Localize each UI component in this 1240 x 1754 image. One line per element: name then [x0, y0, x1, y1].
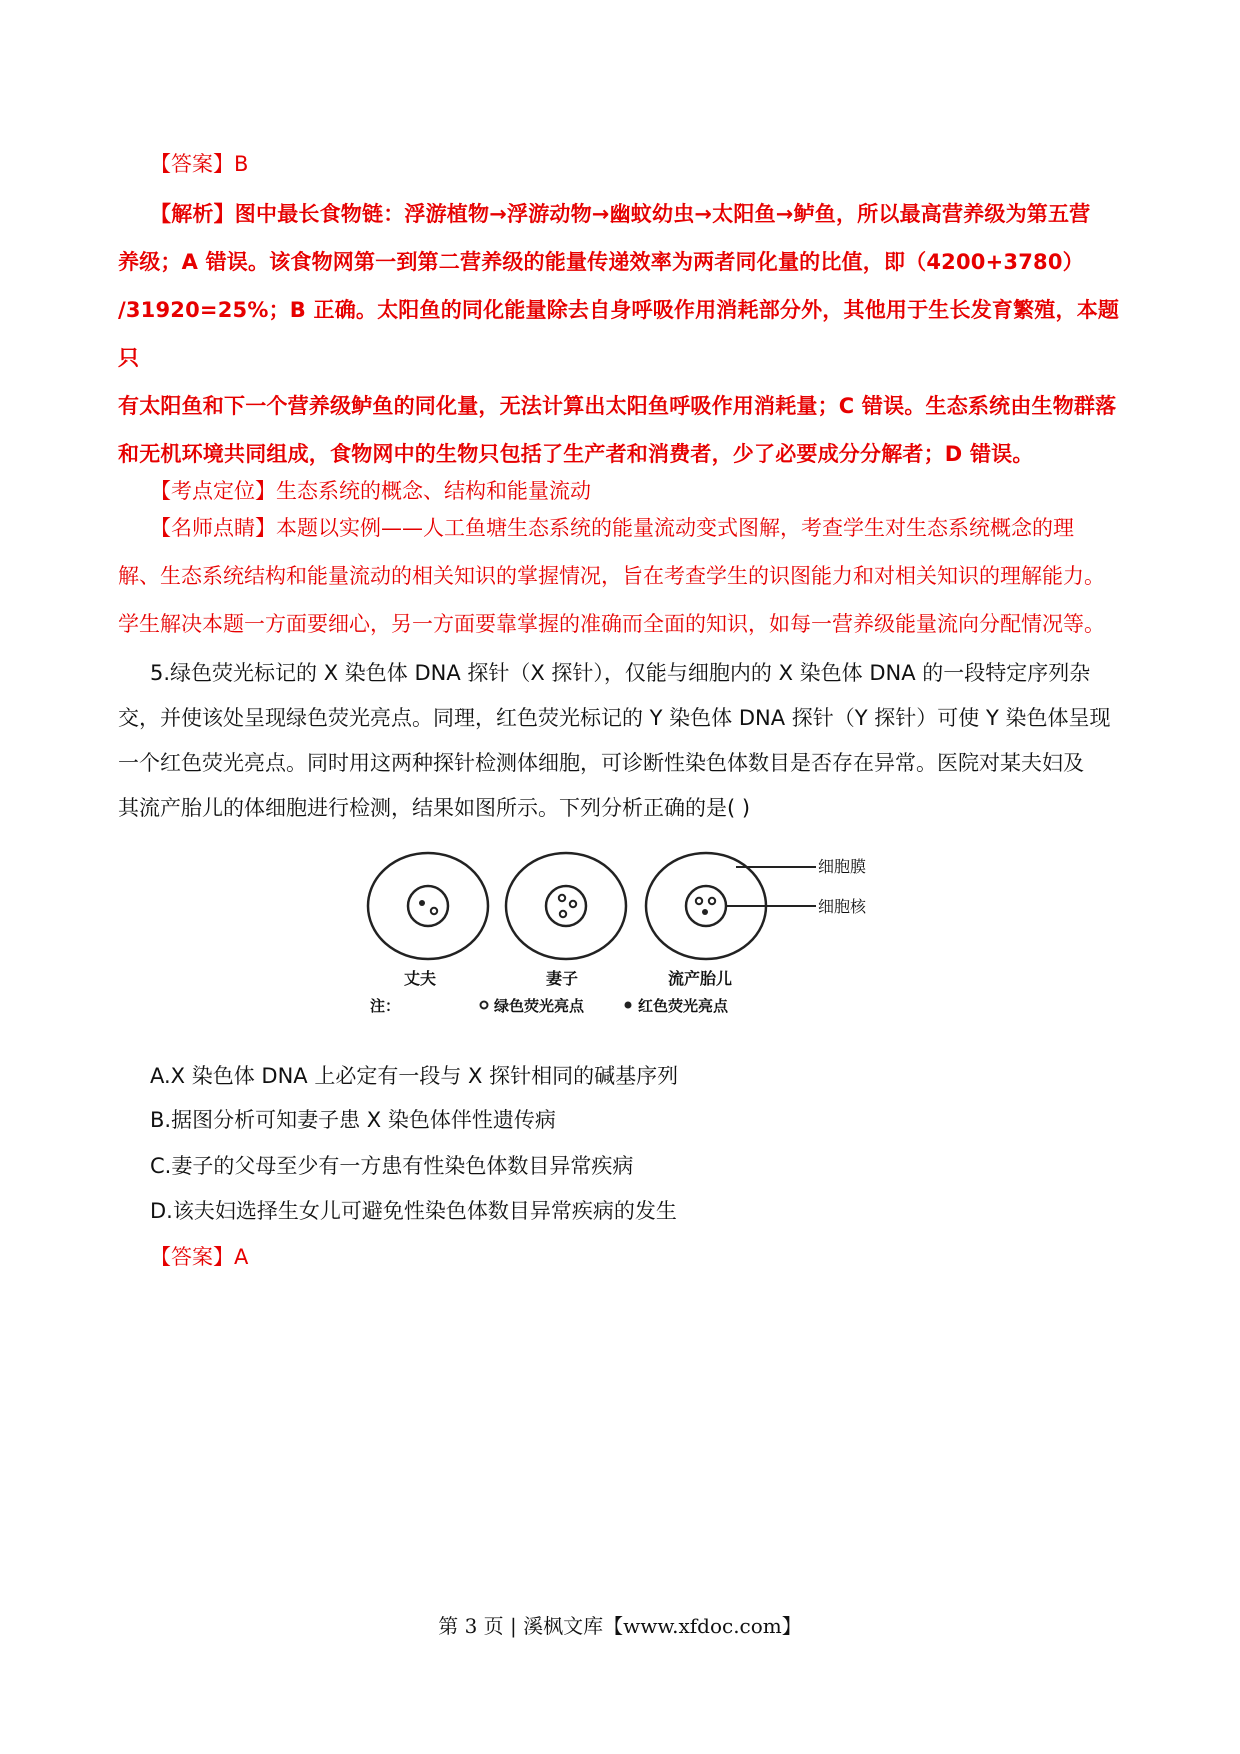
cell-membrane-husband — [368, 853, 488, 959]
note-prefix: 注： — [370, 997, 401, 1015]
label-fetus: 流产胎儿 — [668, 969, 733, 988]
question-line: 5.绿色荧光标记的 X 染色体 DNA 探针（X 探针），仅能与细胞内的 X 染色体 DNA 的一段特定序列杂 — [150, 661, 1091, 685]
question-line: 其流产胎儿的体细胞进行检测，结果如图所示。下列分析正确的是( ) — [118, 796, 751, 820]
option-d: D.该夫妇选择生女儿可避免性染色体数目异常疾病的发生 — [150, 1199, 677, 1223]
cell-figure — [366, 848, 946, 1023]
option-c: C.妻子的父母至少有一方患有性染色体数目异常疾病 — [150, 1154, 634, 1178]
mingshi-block — [118, 504, 1128, 648]
analysis-line: 有太阳鱼和下一个营养级鲈鱼的同化量，无法计算出太阳鱼呼吸作用消耗量；C 错误。生态系统由生物群落 — [118, 394, 1117, 418]
analysis-line: 【解析】图中最长食物链：浮游植物→浮游动物→幽蚊幼虫→太阳鱼→鲈鱼，所以最高营养级为第五营 — [150, 202, 1091, 226]
mingshi-line: 解、生态系统结构和能量流动的相关知识的掌握情况，旨在考查学生的识图能力和对相关知识的理解能力。 — [118, 564, 1105, 588]
analysis-line: 养级；A 错误。该食物网第一到第二营养级的能量传递效率为两者同化量的比值，即（4200+3780） — [118, 250, 1084, 274]
answer-prev-value: B — [234, 152, 249, 176]
green-dot — [709, 898, 715, 904]
legend-green-dot — [481, 1002, 488, 1009]
analysis-line: /31920=25%；B 正确。太阳鱼的同化能量除去自身呼吸作用消耗部分外，其他用于生长发育繁殖，本题只 — [118, 298, 1120, 370]
nucleus-husband — [408, 886, 448, 926]
green-dot — [560, 911, 566, 917]
nucleus-wife — [546, 886, 586, 926]
option-a: A.X 染色体 DNA 上必定有一段与 X 探针相同的碱基序列 — [150, 1064, 679, 1088]
label-nucleus: 细胞核 — [818, 897, 867, 916]
option-b: B.据图分析可知妻子患 X 染色体伴性遗传病 — [150, 1108, 556, 1132]
answer-prev-tag: 【答案】 — [150, 152, 234, 176]
nucleus-fetus — [686, 886, 726, 926]
label-husband: 丈夫 — [404, 969, 437, 988]
green-dot — [431, 908, 437, 914]
question-block — [118, 651, 1128, 831]
label-wife: 妻子 — [546, 969, 579, 988]
answer-tag: 【答案】 — [150, 1245, 234, 1269]
page-footer: 第 3 页 | 溪枫文库【www.xfdoc.com】 — [438, 1614, 802, 1638]
kaodian-text: 生态系统的概念、结构和能量流动 — [276, 479, 591, 503]
red-dot — [419, 900, 425, 906]
mingshi-line: 【名师点睛】本题以实例——人工鱼塘生态系统的能量流动变式图解，考查学生对生态系统概念的理 — [150, 516, 1074, 540]
question-line: 交，并使该处呈现绿色荧光亮点。同理，红色荧光标记的 Y 染色体 DNA 探针（Y 探针）可使 Y 染色体呈现 — [118, 706, 1111, 730]
mingshi-line: 学生解决本题一方面要细心，另一方面要靠掌握的准确而全面的知识，如每一营养级能量流向分配情况等。 — [118, 612, 1105, 636]
green-dot — [696, 898, 702, 904]
green-dot — [559, 895, 565, 901]
cell-membrane-wife — [506, 853, 626, 959]
analysis-line: 和无机环境共同组成，食物网中的生物只包括了生产者和消费者，少了必要成分分解者；D 错误。 — [118, 442, 1034, 466]
question-line: 一个红色荧光亮点。同时用这两种探针检测体细胞，可诊断性染色体数目是否存在异常。医院对某夫妇及 — [118, 751, 1084, 775]
answer-prev-line — [150, 148, 248, 180]
legend-red-label: 红色荧光亮点 — [638, 997, 729, 1015]
legend-green-label: 绿色荧光亮点 — [494, 997, 585, 1015]
answer-value: A — [234, 1245, 249, 1269]
green-dot — [570, 901, 576, 907]
red-dot — [702, 909, 708, 915]
kaodian-tag: 【考点定位】 — [150, 479, 276, 503]
kaodian-line — [150, 475, 591, 507]
label-membrane: 细胞膜 — [818, 857, 867, 876]
answer-line — [150, 1241, 248, 1273]
analysis-block — [118, 190, 1128, 478]
legend-red-dot — [625, 1002, 632, 1009]
